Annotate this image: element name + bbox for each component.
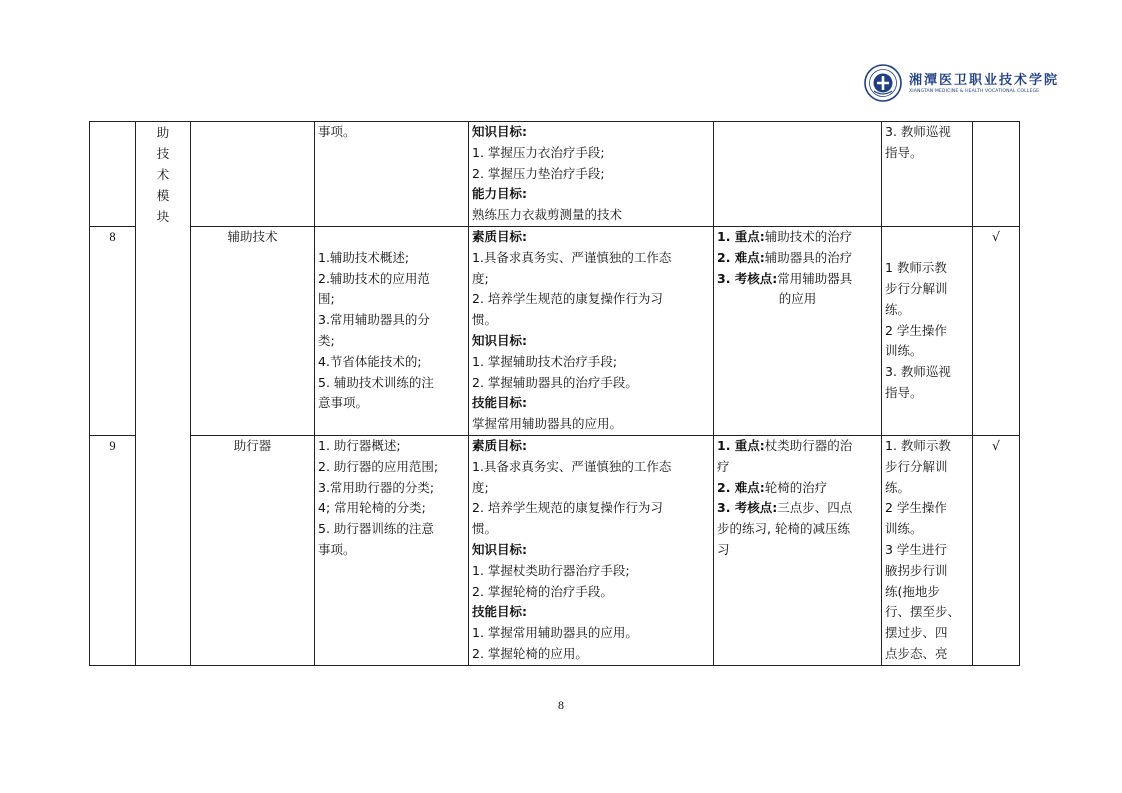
method-line: 2 学生操作 [885, 500, 947, 516]
check-cell: √ [973, 435, 1020, 665]
content-line: 5. 辅助技术训练的注 [318, 374, 434, 390]
row-number [90, 122, 136, 227]
goal-line: 1.具备求真务实、严谨慎独的工作态 [472, 249, 672, 265]
check-cell [973, 122, 1020, 227]
module-char: 块 [156, 209, 170, 224]
goal-line: 掌握常用辅助器具的应用。 [472, 416, 623, 432]
table-row [90, 122, 1020, 227]
goal-line: 度; [472, 270, 489, 286]
key-point-text: 杖类助行器的治 [764, 437, 853, 453]
school-name-en: XIANGTAN MEDICINE & HEALTH VOCATIONAL COLLEGE [909, 89, 1040, 94]
method-line: 1 教师示教 [885, 260, 947, 276]
key-point-label: 1. 重点: [717, 228, 765, 244]
content-line: 事项。 [318, 541, 356, 557]
unit-name: 辅助技术 [191, 226, 315, 435]
module-char: 模 [156, 188, 170, 203]
key-points-cell [714, 226, 882, 435]
method-line: 3. 教师巡视 [885, 364, 951, 380]
goal-line: 1. 掌握辅助技术治疗手段; [472, 353, 618, 369]
content-cell [315, 122, 469, 227]
goal-heading: 素质目标: [472, 437, 527, 453]
key-point-label: 2. 难点: [717, 249, 765, 265]
key-point-text: 辅助技术的治疗 [764, 228, 853, 244]
goals-cell [469, 122, 714, 227]
methods-cell [882, 122, 973, 227]
methods-cell [882, 435, 973, 665]
unit-name: 助行器 [191, 435, 315, 665]
content-line: 意事项。 [318, 395, 369, 411]
goal-heading: 能力目标: [472, 186, 527, 202]
key-points-cell [714, 435, 882, 665]
key-point-label: 3. 考核点: [717, 270, 778, 286]
goal-heading: 技能目标: [472, 604, 527, 620]
content-line: 5. 助行器训练的注意 [318, 521, 434, 537]
content-cell [315, 435, 469, 665]
key-point-label: 1. 重点: [717, 437, 765, 453]
key-point-text: 疗 [717, 458, 730, 474]
content-line: 3.常用助行器的分类; [318, 479, 435, 495]
key-point-text: 常用辅助器具 [777, 270, 853, 286]
content-line: 4; 常用轮椅的分类; [318, 500, 426, 516]
goal-line: 1. 掌握压力衣治疗手段; [472, 144, 605, 160]
key-point-text: 步的练习, 轮椅的减压练 [717, 521, 850, 537]
goal-line: 度; [472, 479, 489, 495]
goal-heading: 知识目标: [472, 332, 527, 348]
key-point-text: 的应用 [778, 291, 817, 307]
method-line: 摆过步、四 [885, 625, 948, 641]
goal-line: 2. 掌握轮椅的治疗手段。 [472, 583, 613, 599]
goal-line: 2. 掌握轮椅的应用。 [472, 645, 588, 661]
method-line: 指导。 [885, 144, 923, 160]
content-line: 围; [318, 291, 335, 307]
content-line: 1.辅助技术概述; [318, 249, 410, 265]
goal-line: 惯。 [472, 521, 498, 537]
table-row [90, 226, 1020, 435]
goal-line: 惯。 [472, 312, 498, 328]
goals-cell [469, 435, 714, 665]
key-point-label: 3. 考核点: [717, 500, 778, 516]
method-line: 1. 教师示教 [885, 437, 951, 453]
content-cell [315, 226, 469, 435]
school-name: 湘潭医卫职业技术学院 [909, 73, 1060, 88]
module-char: 助 [156, 125, 170, 140]
row-number: 9 [90, 435, 136, 665]
page-number: 8 [558, 698, 564, 712]
method-line: 指导。 [885, 384, 923, 400]
content-line: 4.节省体能技术的; [318, 353, 422, 369]
method-line: 练(拖地步 [885, 583, 940, 599]
content-line: 事项。 [318, 124, 356, 139]
method-line: 步行分解训 [885, 280, 948, 296]
key-point-text: 习 [717, 541, 730, 557]
key-point-text: 轮椅的治疗 [764, 479, 828, 495]
module-cell [136, 122, 191, 666]
goal-heading: 知识目标: [472, 541, 527, 557]
content-line: 3.常用辅助器具的分 [318, 312, 430, 328]
school-emblem-icon [864, 64, 902, 102]
goal-line: 熟练压力衣裁剪测量的技术 [472, 207, 623, 223]
module-char: 术 [156, 167, 170, 182]
row-number: 8 [90, 226, 136, 435]
key-points-cell [714, 122, 882, 227]
unit-name [191, 122, 315, 227]
method-line: 点步态、亮 [885, 645, 948, 661]
key-point-text: 三点步、四点 [777, 500, 853, 516]
method-line: 训练。 [885, 343, 923, 359]
goal-line: 2. 掌握压力垫治疗手段; [472, 165, 605, 181]
method-line: 步行分解训 [885, 458, 948, 474]
content-line: 1. 助行器概述; [318, 437, 401, 453]
method-line: 行、摆至步、 [885, 604, 961, 620]
content-line: 类; [318, 332, 335, 348]
goal-heading: 素质目标: [472, 228, 527, 244]
method-line: 练。 [885, 301, 911, 317]
goal-line: 1. 掌握常用辅助器具的应用。 [472, 625, 638, 641]
method-line: 练。 [885, 479, 911, 495]
content-line: 2. 助行器的应用范围; [318, 458, 439, 474]
goal-line: 2. 掌握辅助器具的治疗手段。 [472, 374, 638, 390]
goals-cell [469, 226, 714, 435]
method-line: 3. 教师巡视 [885, 124, 951, 139]
method-line: 3 学生进行 [885, 541, 947, 557]
goal-line: 1.具备求真务实、严谨慎独的工作态 [472, 458, 672, 474]
module-char: 技 [156, 146, 170, 161]
content-line: 2.辅助技术的应用范 [318, 270, 430, 286]
method-line: 腋拐步行训 [885, 562, 948, 578]
school-logo [864, 64, 1060, 104]
method-line: 训练。 [885, 521, 923, 537]
course-table [89, 121, 1020, 666]
goal-line: 1. 掌握杖类助行器治疗手段; [472, 562, 630, 578]
method-line: 2 学生操作 [885, 322, 947, 338]
goal-line: 2. 培养学生规范的康复操作行为习 [472, 500, 663, 516]
goal-heading: 技能目标: [472, 395, 527, 411]
methods-cell [882, 226, 973, 435]
table-row [90, 435, 1020, 665]
check-cell: √ [973, 226, 1020, 435]
key-point-label: 2. 难点: [717, 479, 765, 495]
goal-line: 2. 培养学生规范的康复操作行为习 [472, 291, 663, 307]
goal-heading: 知识目标: [472, 124, 527, 139]
key-point-text: 辅助器具的治疗 [764, 249, 853, 265]
